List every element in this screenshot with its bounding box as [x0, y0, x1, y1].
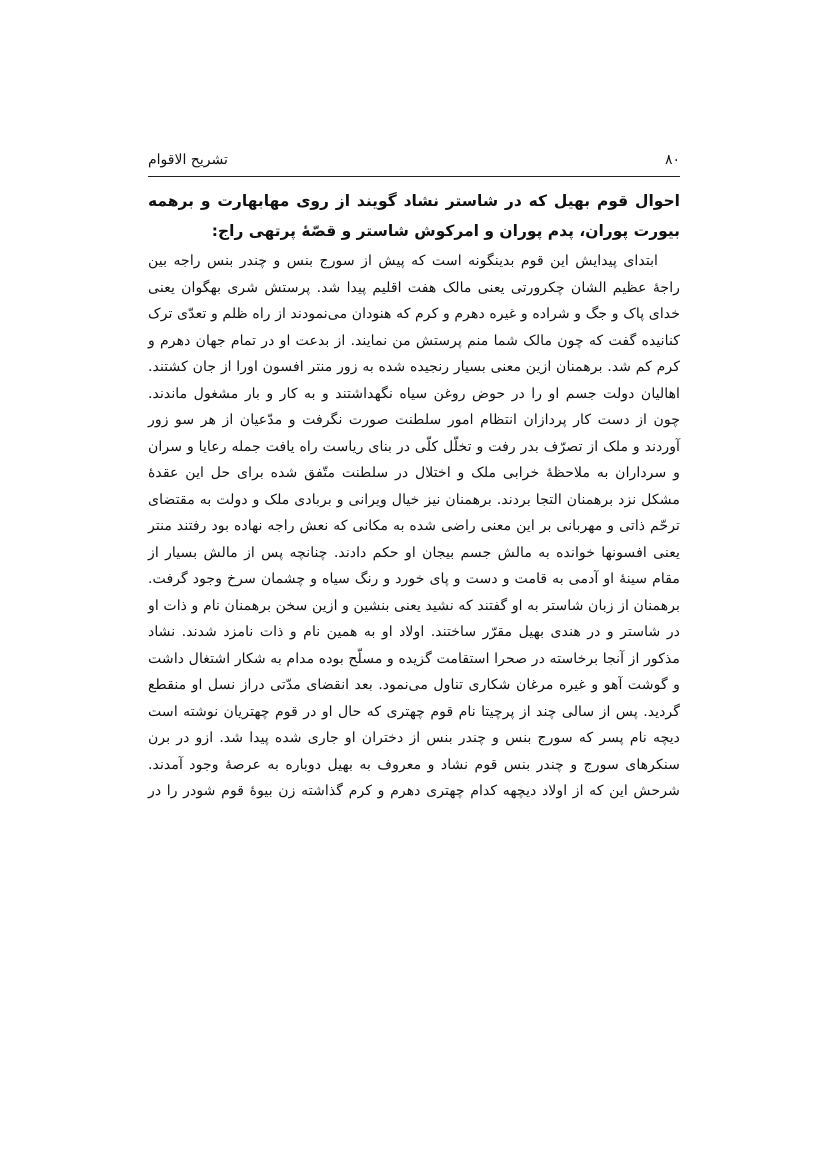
page-header [148, 150, 680, 174]
main-content [148, 186, 680, 805]
header-rule [148, 176, 680, 177]
running-title: تشریح الاقوام [148, 152, 228, 168]
section-heading: احوال قوم بهیل که در شاستر نشاد گویند از روی مهابهارت و برهمه بیورت پوران، پدم پوران و امرکوش شاستر و قصّهٔ پرتهی راج: [148, 192, 680, 240]
page-number: ۸۰ [664, 152, 680, 168]
body-paragraph: ابتدای پیدایش این قوم بدینگونه است که پیش از سورج بنس و چندر بنس راجه بین راجهٔ عظیم الشان چکرورتی یعنی مالک هفت اقلیم پیدا شد. پرستش شری بهگوان یعنی خدای پاک و جگ و شراده و غیره دهرم و کرم که هنودان می‌نمودند از راه ظلم و تعدّی ترک کنانیده گفت که چون مالک شما منم پرستش من نمایند. از بدعت او در تمام جهان دهرم و کرم کم شد. برهمنان ازین معنی بسیار رنجیده شده به زور منتر افسون اورا از جان کشتند. اهالیان دولت جسم او را در حوض روغن سیاه نگهداشتند و به کار و بار مشغول ماندند. چون از دست کار پردازان انتظام امور سلطنت صورت نگرفت و مدّعیان از هر سو زور آوردند و ملک از تصرّف بدر رفت و تخلّل کلّی در بنای ریاست راه یافت جمله رعایا و سران و سرداران به ملاحظهٔ خرابی ملک و اختلال در سلطنت متّفق شده برای حل این عقدهٔ مشکل نزد برهمنان التجا بردند. برهمنان نیز خیال ویرانی و بربادی ملک و دولت به مقتضای ترحّم ذاتی و مهربانی بر این معنی راضی شده به مکانی که نعش راجه نهاده بود رفتند منتر یعنی افسونها خوانده به مالش جسم بیجان او حکم دادند. چنانچه پس از مالش بسیار از مقام سینهٔ او آدمی به قامت و دست و پای خورد و رنگ سیاه و چشمان سرخ وجود گرفت. برهمنان از زبان شاستر به او گفتند که نشید یعنی بنشین و ازین سخن برهمنان نام و ذات او در شاستر و در هندی بهیل مقرّر ساختند. اولاد او به همین نام و ذات نامزد شدند. نشاد مذکور از آنجا برخاسته در صحرا استقامت گزیده و مسلّح بوده مدام به شکار اشتغال داشت و گوشت آهو و غیره مرغان شکاری تناول می‌نمود. بعد انقضای مدّتی دراز نسل او منقطع گردید. پس از سالی چند از پرچیتا نام قوم چهتری که حال او در قوم چهتریان نوشته است دیچه نام پسر که سورج بنس و چندر بنس از دختران او جاری شده پیدا شد. ازو در برن سنکرهای سورج و چندر بنس قوم نشاد و معروف به بهیل دوباره به عرصهٔ وجود آمدند. شرحش این که از اولاد دیچهه کدام چهتری دهرم و کرم گذاشته زن بیوهٔ قوم شودر را در [148, 253, 680, 799]
